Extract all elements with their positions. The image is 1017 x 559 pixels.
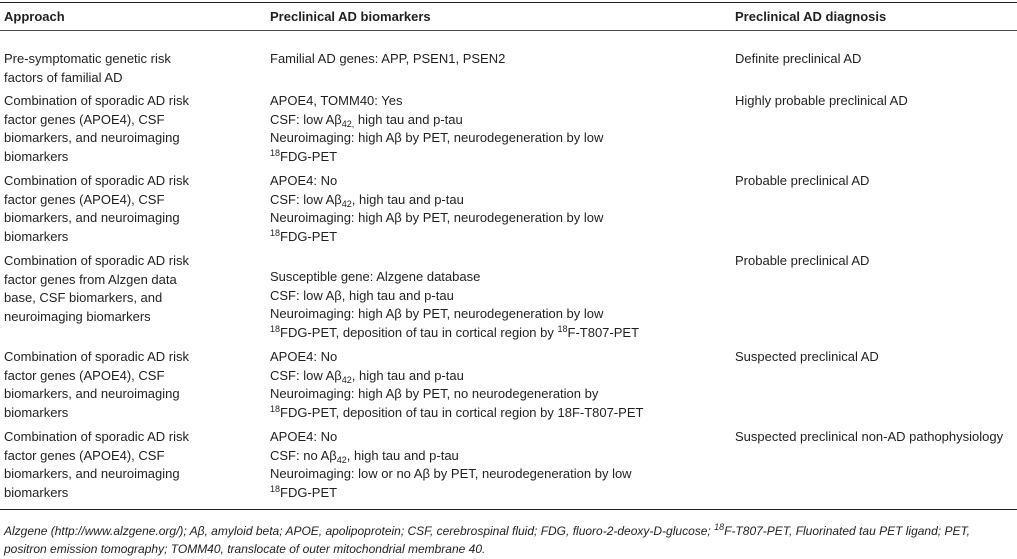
diagnosis-cell: Probable preclinical AD	[735, 173, 870, 188]
biomarkers-cell	[270, 428, 725, 502]
header-diagnosis: Preclinical AD diagnosis	[735, 9, 887, 24]
biomarker-fdg: $^{18}$FDG-PET, deposition of tau in cortical region by 18F-T807-PET	[270, 403, 644, 420]
biomarker-fdg: $^{18}$FDG-PET	[270, 227, 338, 244]
approach-line: biomarkers, and neuroimaging	[4, 130, 180, 145]
approach-line: biomarkers	[4, 148, 69, 164]
biomarker-csf: CSF: low Aβ, high tau and p-tau	[270, 287, 454, 303]
diagnosis-cell: Suspected preclinical AD	[735, 349, 879, 364]
header-approach: Approach	[4, 9, 65, 24]
biomarker-neuroimaging: Neuroimaging: low or no Aβ by PET, neurodegeneration by low	[270, 466, 632, 481]
approach-line: neuroimaging biomarkers	[4, 308, 151, 324]
approach-line: factor genes (APOE4), CSF	[4, 447, 165, 463]
biomarker-neuroimaging: Neuroimaging: high Aβ by PET, no neurodegeneration by	[270, 386, 599, 401]
approach-cell	[4, 50, 254, 87]
biomarker-csf: CSF: no $A\beta_{42}$, high tau and p-tau	[270, 447, 459, 465]
biomarker-csf: CSF: low $A\beta_{42,}$ high tau and p-tau	[270, 111, 463, 129]
diagnosis-cell: Definite preclinical AD	[735, 51, 862, 66]
approach-line: Combination of sporadic AD risk	[4, 349, 189, 364]
approach-cell	[4, 348, 254, 422]
table-top-rule	[0, 2, 1017, 3]
biomarker-genes: APOE4, TOMM40: Yes	[270, 93, 403, 108]
biomarkers-cell	[270, 348, 725, 422]
approach-line: factor genes (APOE4), CSF	[4, 191, 165, 207]
approach-line: biomarkers	[4, 484, 69, 500]
approach-line: Combination of sporadic AD risk	[4, 429, 189, 444]
diagnosis-cell: Probable preclinical AD	[735, 253, 870, 268]
biomarker-csf: CSF: low $A\beta_{42}$, high tau and p-tau	[270, 367, 464, 385]
approach-line: biomarkers, and neuroimaging	[4, 466, 180, 481]
biomarker-neuroimaging: Neuroimaging: high Aβ by PET, neurodegeneration by low	[270, 210, 604, 225]
approach-line: factor genes from Alzgen data	[4, 271, 177, 287]
biomarker-genes: Susceptible gene: Alzgene database	[270, 269, 481, 284]
biomarker-csf: CSF: low $A\beta_{42}$, high tau and p-tau	[270, 191, 464, 209]
biomarkers-cell	[270, 268, 725, 342]
approach-line: base, CSF biomarkers, and	[4, 290, 163, 305]
table-bottom-rule	[0, 509, 1017, 510]
approach-line: factors of familial AD	[4, 69, 123, 85]
approach-line: Combination of sporadic AD risk	[4, 173, 189, 188]
biomarker-fdg: $^{18}$FDG-PET	[270, 147, 338, 164]
approach-line: biomarkers, and neuroimaging	[4, 386, 180, 401]
biomarker-neuroimaging: Neuroimaging: high Aβ by PET, neurodegeneration by low	[270, 130, 604, 145]
diagnosis-cell: Highly probable preclinical AD	[735, 93, 908, 108]
approach-line: biomarkers	[4, 228, 69, 244]
approach-line: factor genes (APOE4), CSF	[4, 111, 165, 127]
biomarker-fdg: $^{18}$FDG-PET, deposition of tau in cortical region by $^{18}$F-T807-PET	[270, 323, 640, 340]
biomarker-genes: APOE4: No	[270, 349, 338, 364]
biomarkers-cell	[270, 92, 725, 166]
approach-line: biomarkers, and neuroimaging	[4, 210, 180, 225]
approach-cell	[4, 252, 254, 326]
biomarkers-cell	[270, 172, 725, 246]
biomarker-genes: Familial AD genes: APP, PSEN1, PSEN2	[270, 51, 506, 66]
biomarker-fdg: $^{18}$FDG-PET	[270, 483, 338, 500]
table-footnote	[4, 522, 1014, 558]
approach-line: Combination of sporadic AD risk	[4, 93, 189, 108]
biomarker-neuroimaging: Neuroimaging: high Aβ by PET, neurodegeneration by low	[270, 306, 604, 321]
approach-cell	[4, 172, 254, 246]
biomarker-genes: APOE4: No	[270, 173, 338, 188]
biomarkers-cell	[270, 50, 725, 69]
footnote-line: Alzgene (http://www.alzgene.org/); Aβ, amyloid beta; APOE, apolipoprotein; CSF, cerebrospinal fluid; FDG, fluoro-2-deoxy-D-glucose; $^{18}$F-T807-PET, Fluorinated tau PET ligand; PET,	[4, 522, 971, 538]
approach-cell	[4, 428, 254, 502]
approach-line: Pre-symptomatic genetic risk	[4, 51, 171, 66]
header-biomarkers: Preclinical AD biomarkers	[270, 9, 431, 24]
approach-line: factor genes (APOE4), CSF	[4, 367, 165, 383]
approach-line: biomarkers	[4, 404, 69, 420]
biomarker-genes: APOE4: No	[270, 429, 338, 444]
footnote-line: positron emission tomography; TOMM40, translocate of outer mitochondrial membrane 40.	[4, 542, 486, 556]
diagnosis-cell: Suspected preclinical non-AD pathophysiology	[735, 429, 1004, 444]
approach-cell	[4, 92, 254, 166]
header-rule	[0, 30, 1017, 31]
approach-line: Combination of sporadic AD risk	[4, 253, 189, 268]
